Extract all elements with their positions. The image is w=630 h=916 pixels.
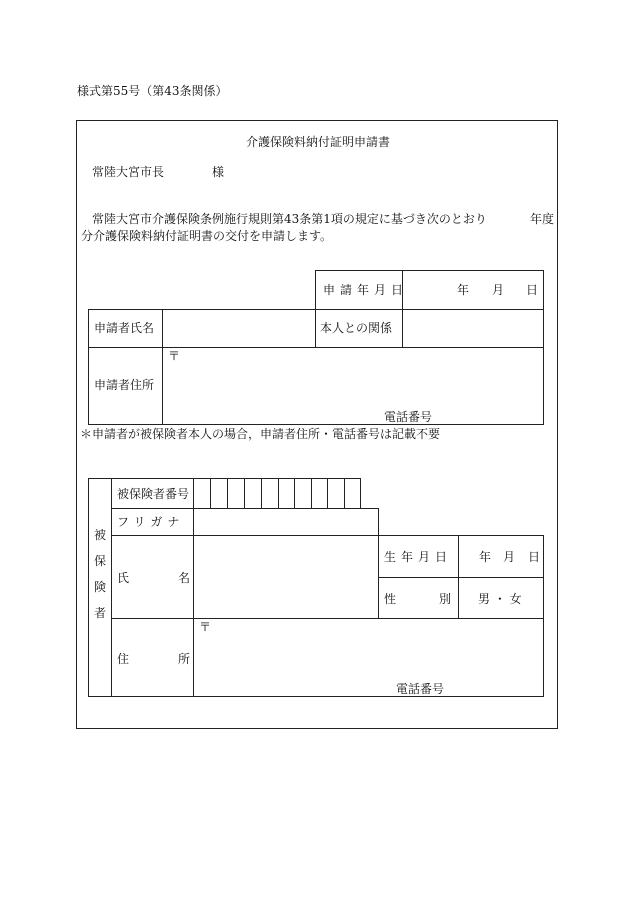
applicant-name-field[interactable] [163, 310, 315, 347]
furigana-label: フリガナ [117, 515, 185, 529]
insured-phone-label: 電話番号 [396, 682, 445, 696]
application-date-field[interactable] [403, 271, 543, 309]
birth-year-label: 年 [479, 550, 492, 564]
relation-field[interactable] [403, 310, 543, 347]
body-text-line1: 常陸大宮市介護保険条例施行規則第43条第1項の規定に基づき次のとおり [92, 212, 487, 226]
insured-side-label: 被保険者 [93, 528, 106, 620]
application-date-label: 申請年月日 [323, 283, 409, 297]
insured-name-field[interactable] [194, 536, 378, 618]
body-text-fiscal-year: 年度 [530, 212, 555, 226]
birth-date-label: 生年月日 [384, 550, 453, 564]
insured-number-label: 被保険者番号 [117, 487, 190, 501]
insured-address-label-2: 所 [178, 652, 191, 666]
insured-address-label-1: 住 [117, 652, 130, 666]
applicant-name-label: 申請者氏名 [94, 321, 155, 335]
application-day-label: 日 [526, 283, 539, 297]
birth-month-label: 月 [503, 550, 516, 564]
body-text-line2: 分介護保険料納付証明書の交付を申請します。 [81, 229, 333, 243]
application-year-label: 年 [457, 283, 470, 297]
sex-label-1: 性 [384, 592, 397, 606]
insured-address-field[interactable] [194, 619, 543, 677]
note-text: ＊申請者が被保険者本人の場合，申請者住所・電話番号は記載不要 [80, 427, 441, 441]
applicant-address-field[interactable] [163, 348, 543, 406]
sex-label-2: 別 [439, 592, 452, 606]
honorific: 様 [212, 165, 225, 179]
application-month-label: 月 [492, 283, 505, 297]
applicant-postal-mark: 〒 [168, 349, 181, 363]
addressee: 常陸大宮市長 [92, 165, 165, 179]
insured-number-field[interactable] [194, 479, 360, 508]
relation-label: 本人との関係 [320, 321, 393, 335]
insured-postal-mark: 〒 [199, 620, 212, 634]
applicant-address-label: 申請者住所 [94, 378, 155, 392]
form-title: 介護保険料納付証明申請書 [246, 135, 391, 149]
furigana-field[interactable] [194, 509, 378, 535]
form-id: 様式第55号（第43条関係） [77, 84, 228, 98]
birth-date-field[interactable] [459, 536, 543, 577]
insured-name-label-2: 名 [178, 571, 191, 585]
sex-options[interactable]: 男 ・ 女 [478, 592, 522, 606]
insured-name-label-1: 氏 [117, 571, 130, 585]
applicant-phone-label: 電話番号 [384, 410, 433, 424]
birth-day-label: 日 [528, 550, 541, 564]
